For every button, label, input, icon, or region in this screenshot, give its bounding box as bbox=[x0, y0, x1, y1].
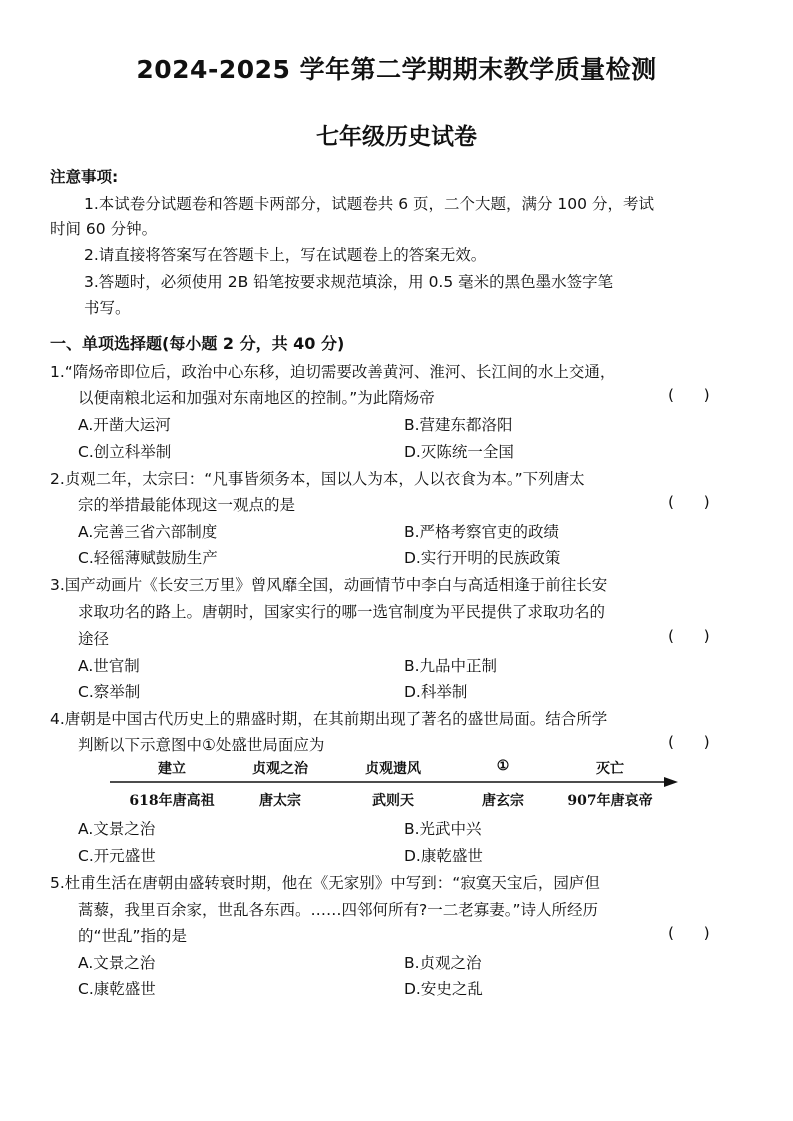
option-a: A.文景之治 bbox=[78, 954, 156, 972]
timeline-label-marker-1: ① bbox=[496, 758, 510, 774]
option-c: C.康乾盛世 bbox=[78, 980, 156, 998]
option-d: D.安史之乱 bbox=[404, 980, 483, 998]
timeline-ruler-gaozu: 618年唐高祖 bbox=[129, 793, 215, 809]
notice-item-3-cont: 书写。 bbox=[84, 299, 131, 317]
option-d: D.科举制 bbox=[404, 683, 468, 701]
timeline-ruler-taizong: 唐太宗 bbox=[259, 793, 301, 809]
option-b: B.营建东都洛阳 bbox=[404, 416, 513, 434]
option-d: D.灭陈统一全国 bbox=[404, 443, 514, 461]
timeline-label-zhenguan-legacy: 贞观遗风 bbox=[365, 761, 421, 777]
tang-timeline bbox=[110, 758, 680, 810]
notice-item-2: 2.请直接将答案写在答题卡上，写在试题卷上的答案无效。 bbox=[84, 246, 487, 264]
option-b: B.贞观之治 bbox=[404, 954, 482, 972]
question-3-stem: 3.国产动画片《长安三万里》曾风靡全国，动画情节中李白与高适相逢于前往长安 bbox=[50, 576, 608, 594]
answer-bracket: ( ) bbox=[668, 733, 710, 751]
question-4-stem: 4.唐朝是中国古代历史上的鼎盛时期，在其前期出现了著名的盛世局面。结合所学 bbox=[50, 710, 608, 728]
option-c: C.开元盛世 bbox=[78, 847, 156, 865]
answer-bracket: ( ) bbox=[668, 493, 710, 511]
answer-bracket: ( ) bbox=[668, 386, 710, 404]
option-c: C.轻徭薄赋鼓励生产 bbox=[78, 549, 218, 567]
option-c: C.创立科举制 bbox=[78, 443, 172, 461]
option-c: C.察举制 bbox=[78, 683, 141, 701]
question-2-stem: 2.贞观二年，太宗曰：“凡事皆须务本，国以人为本，人以衣食为本。”下列唐太 bbox=[50, 470, 585, 488]
question-4-stem-cont: 判断以下示意图中①处盛世局面应为 bbox=[78, 736, 325, 754]
timeline-ruler-xuanzong: 唐玄宗 bbox=[482, 793, 524, 809]
exam-subtitle: 七年级历史试卷 bbox=[316, 124, 477, 150]
option-d: D.实行开明的民族政策 bbox=[404, 549, 561, 567]
option-b: B.九品中正制 bbox=[404, 657, 498, 675]
question-2-stem-cont: 宗的举措最能体现这一观点的是 bbox=[78, 496, 296, 514]
option-b: B.严格考察官吏的政绩 bbox=[404, 523, 560, 541]
exam-title: 2024-2025 学年第二学期期末教学质量检测 bbox=[136, 55, 657, 84]
section-heading: 一、单项选择题(每小题 2 分，共 40 分) bbox=[50, 334, 345, 353]
question-1-stem: 1.“隋炀帝即位后，政治中心东移，迫切需要改善黄河、淮河、长江间的水上交通， bbox=[50, 363, 616, 381]
notice-item-1-cont: 时间 60 分钟。 bbox=[50, 220, 158, 238]
answer-bracket: ( ) bbox=[668, 924, 710, 942]
timeline-ruler-wu-zetian: 武则天 bbox=[372, 793, 414, 809]
notice-item-1: 1.本试卷分试题卷和答题卡两部分，试题卷共 6 页，二个大题，满分 100 分，考试 bbox=[84, 195, 654, 213]
question-5-stem-cont: 蒿藜，我里百余家，世乱各东西。……四邻何所有?一二老寡妻。”诗人所经历 bbox=[78, 901, 599, 919]
question-5-stem: 5.杜甫生活在唐朝由盛转衰时期，他在《无家别》中写到：“寂寞天宝后，园庐但 bbox=[50, 874, 600, 892]
answer-bracket: ( ) bbox=[668, 627, 710, 645]
notice-heading: 注意事项: bbox=[50, 168, 119, 186]
timeline-ruler-aidi: 907年唐哀帝 bbox=[567, 793, 653, 809]
notice-item-3: 3.答题时，必须使用 2B 铅笔按要求规范填涂，用 0.5 毫米的黑色墨水签字笔 bbox=[84, 273, 614, 291]
timeline-label-founding: 建立 bbox=[158, 761, 186, 777]
question-3-stem-cont: 途径 bbox=[78, 630, 110, 648]
option-a: A.完善三省六部制度 bbox=[78, 523, 218, 541]
timeline-label-zhenguan: 贞观之治 bbox=[252, 761, 308, 777]
question-3-stem-cont: 求取功名的路上。唐朝时，国家实行的哪一选官制度为平民提供了求取功名的 bbox=[78, 603, 606, 621]
option-d: D.康乾盛世 bbox=[404, 847, 483, 865]
option-a: A.世官制 bbox=[78, 657, 140, 675]
option-b: B.光武中兴 bbox=[404, 820, 482, 838]
option-a: A.开凿大运河 bbox=[78, 416, 171, 434]
option-a: A.文景之治 bbox=[78, 820, 156, 838]
timeline-label-fall: 灭亡 bbox=[596, 761, 624, 777]
question-5-stem-cont: 的“世乱”指的是 bbox=[78, 927, 188, 945]
question-1-stem-cont: 以便南粮北运和加强对东南地区的控制。”为此隋炀帝 bbox=[78, 389, 435, 407]
